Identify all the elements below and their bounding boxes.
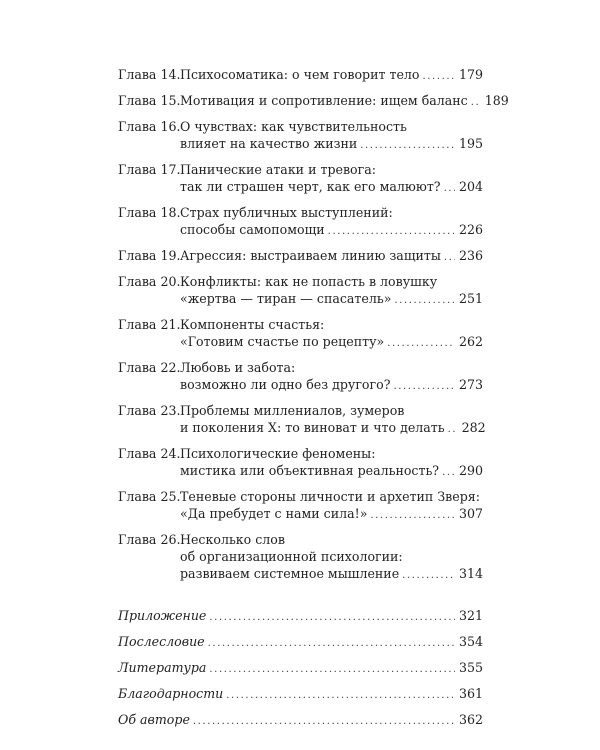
dot-leader: [442, 464, 455, 481]
chapter-title-last-line: [180, 135, 483, 154]
chapter-title-block: [180, 531, 483, 584]
dot-leader: [393, 378, 455, 395]
page-number: 189: [484, 93, 509, 108]
chapter-title-block: [180, 204, 483, 240]
chapter-title-last-line: [180, 66, 483, 85]
chapter-title-line: так ли страшен черт, как его малюют?: [180, 179, 441, 194]
page-number: 321: [458, 608, 483, 623]
chapter-label: Глава 16.: [118, 119, 181, 134]
chapter-title-last-line: [180, 247, 483, 266]
chapter-label: Глава 18.: [118, 205, 181, 220]
chapter-title-block: [180, 445, 483, 481]
toc-chapter-entry[interactable]: [118, 161, 483, 197]
page-number: 355: [458, 660, 483, 675]
dot-leader: [422, 68, 454, 85]
page-number: 282: [461, 420, 486, 435]
chapter-title-last-line: [180, 419, 486, 438]
dot-leader: [387, 335, 455, 352]
page-number: 290: [458, 463, 483, 478]
chapter-label: Глава 14.: [118, 67, 181, 82]
page-number: 262: [458, 334, 483, 349]
toc-chapter-entry[interactable]: [118, 445, 483, 481]
toc-backmatter-entry[interactable]: [118, 607, 483, 626]
chapter-title-line: Психологические феномены:: [180, 446, 376, 461]
toc-chapter-entry[interactable]: [118, 247, 483, 266]
dot-leader: [328, 223, 455, 240]
chapter-label: Глава 25.: [118, 489, 181, 504]
chapter-title-line: и поколения Х: то виноват и что делать: [180, 420, 445, 435]
chapter-label: Глава 24.: [118, 446, 181, 461]
backmatter-title: Приложение: [118, 608, 207, 623]
chapter-title-line: Психосоматика: о чем говорит тело: [180, 67, 420, 82]
page-number: 251: [458, 291, 483, 306]
toc-chapter-entry[interactable]: [118, 204, 483, 240]
page-number: 307: [458, 506, 483, 521]
toc-chapter-entry[interactable]: [118, 92, 509, 111]
chapter-label: Глава 23.: [118, 403, 181, 418]
chapter-label: Глава 20.: [118, 274, 181, 289]
chapter-title-last-line: [180, 505, 483, 524]
dot-leader: [448, 421, 458, 438]
page-number: 195: [458, 136, 483, 151]
toc-chapter-entry[interactable]: [118, 316, 483, 352]
chapter-title-line: способы самопомощи: [180, 222, 325, 237]
dot-leader: [360, 137, 455, 154]
toc-chapter-entry[interactable]: [118, 273, 483, 309]
dot-leader: [226, 687, 455, 704]
chapter-label: Глава 22.: [118, 360, 181, 375]
chapter-title-line: Панические атаки и тревога:: [180, 162, 376, 177]
chapter-title-line: «жертва — тиран — спасатель»: [180, 291, 392, 306]
chapter-title-last-line: [180, 376, 483, 395]
chapter-title-last-line: [180, 221, 483, 240]
chapter-label: Глава 15.: [118, 93, 181, 108]
chapter-title-block: [180, 161, 483, 197]
dot-leader: [193, 713, 455, 730]
chapter-title-block: [180, 92, 509, 111]
toc-backmatter-entry[interactable]: [118, 633, 483, 652]
page-number: 314: [458, 566, 483, 581]
section-spacer: [118, 591, 483, 607]
backmatter-title: Об авторе: [118, 712, 190, 727]
chapter-label: Глава 19.: [118, 248, 181, 263]
chapter-title-block: [180, 247, 483, 266]
chapter-title-line: возможно ли одно без другого?: [180, 377, 391, 392]
chapter-title-last-line: [180, 462, 483, 481]
chapter-label: Глава 17.: [118, 162, 181, 177]
chapter-title-line: «Да пребудет с нами сила!»: [180, 506, 368, 521]
dot-leader: [394, 292, 455, 309]
chapter-title-line: Теневые стороны личности и архетип Зверя:: [180, 489, 480, 504]
toc-chapter-entry[interactable]: [118, 118, 483, 154]
chapter-title-last-line: [180, 92, 509, 111]
chapter-title-line: Мотивация и сопротивление: ищем баланс: [180, 93, 468, 108]
dot-leader: [209, 609, 455, 626]
chapter-label: Глава 26.: [118, 532, 181, 547]
backmatter-title: Благодарности: [118, 686, 224, 701]
chapter-title-line: Агрессия: выстраиваем линию защиты: [180, 248, 441, 263]
chapter-title-last-line: [180, 565, 483, 584]
backmatter-title: Послесловие: [118, 634, 205, 649]
toc-chapter-entry[interactable]: [118, 66, 483, 85]
page-number: 236: [458, 248, 483, 263]
toc-chapter-entry[interactable]: [118, 488, 483, 524]
chapter-title-line: Любовь и забота:: [180, 360, 296, 375]
page-number: 361: [458, 686, 483, 701]
dot-leader: [471, 94, 481, 111]
page-number: 362: [458, 712, 483, 727]
chapter-title-line: Несколько слов: [180, 532, 285, 547]
dot-leader: [402, 567, 455, 584]
dot-leader: [444, 249, 455, 266]
chapter-title-block: [180, 118, 483, 154]
toc-backmatter-entry[interactable]: [118, 659, 483, 678]
chapter-title-line: развиваем системное мышление: [180, 566, 400, 581]
chapter-title-line: Компоненты счастья:: [180, 317, 325, 332]
toc-chapter-entry[interactable]: [118, 531, 483, 584]
chapter-title-line: О чувствах: как чувствительность: [180, 119, 407, 134]
chapter-title-block: [180, 359, 483, 395]
page-number: 204: [458, 179, 483, 194]
dot-leader: [209, 661, 455, 678]
chapter-title-line: мистика или объективная реальность?: [180, 463, 440, 478]
backmatter-title: Литература: [118, 660, 207, 675]
chapter-title-block: [180, 66, 483, 85]
toc-chapter-entry[interactable]: [118, 359, 483, 395]
chapter-title-block: [180, 488, 483, 524]
chapter-title-line: Страх публичных выступлений:: [180, 205, 393, 220]
chapter-title-line: Проблемы миллениалов, зумеров: [180, 403, 405, 418]
dot-leader: [444, 180, 455, 197]
toc-backmatter-entry[interactable]: [118, 711, 483, 730]
chapter-title-last-line: [180, 178, 483, 197]
dot-leader: [208, 635, 455, 652]
chapter-title-last-line: [180, 290, 483, 309]
page-number: 226: [458, 222, 483, 237]
dot-leader: [370, 507, 455, 524]
page-number: 179: [458, 67, 483, 82]
chapter-title-block: [180, 273, 483, 309]
page-number: 273: [458, 377, 483, 392]
chapter-title-line: «Готовим счастье по рецепту»: [180, 334, 385, 349]
chapter-title-line: Конфликты: как не попасть в ловушку: [180, 274, 438, 289]
chapter-label: Глава 21.: [118, 317, 181, 332]
chapter-title-line: об организационной психологии:: [180, 549, 403, 564]
chapter-title-last-line: [180, 333, 483, 352]
toc-backmatter-entry[interactable]: [118, 685, 483, 704]
chapter-title-block: [180, 402, 486, 438]
page-number: 354: [458, 634, 483, 649]
chapter-title-block: [180, 316, 483, 352]
chapter-title-line: влияет на качество жизни: [180, 136, 358, 151]
toc-chapter-entry[interactable]: [118, 402, 486, 438]
table-of-contents: [118, 66, 509, 730]
